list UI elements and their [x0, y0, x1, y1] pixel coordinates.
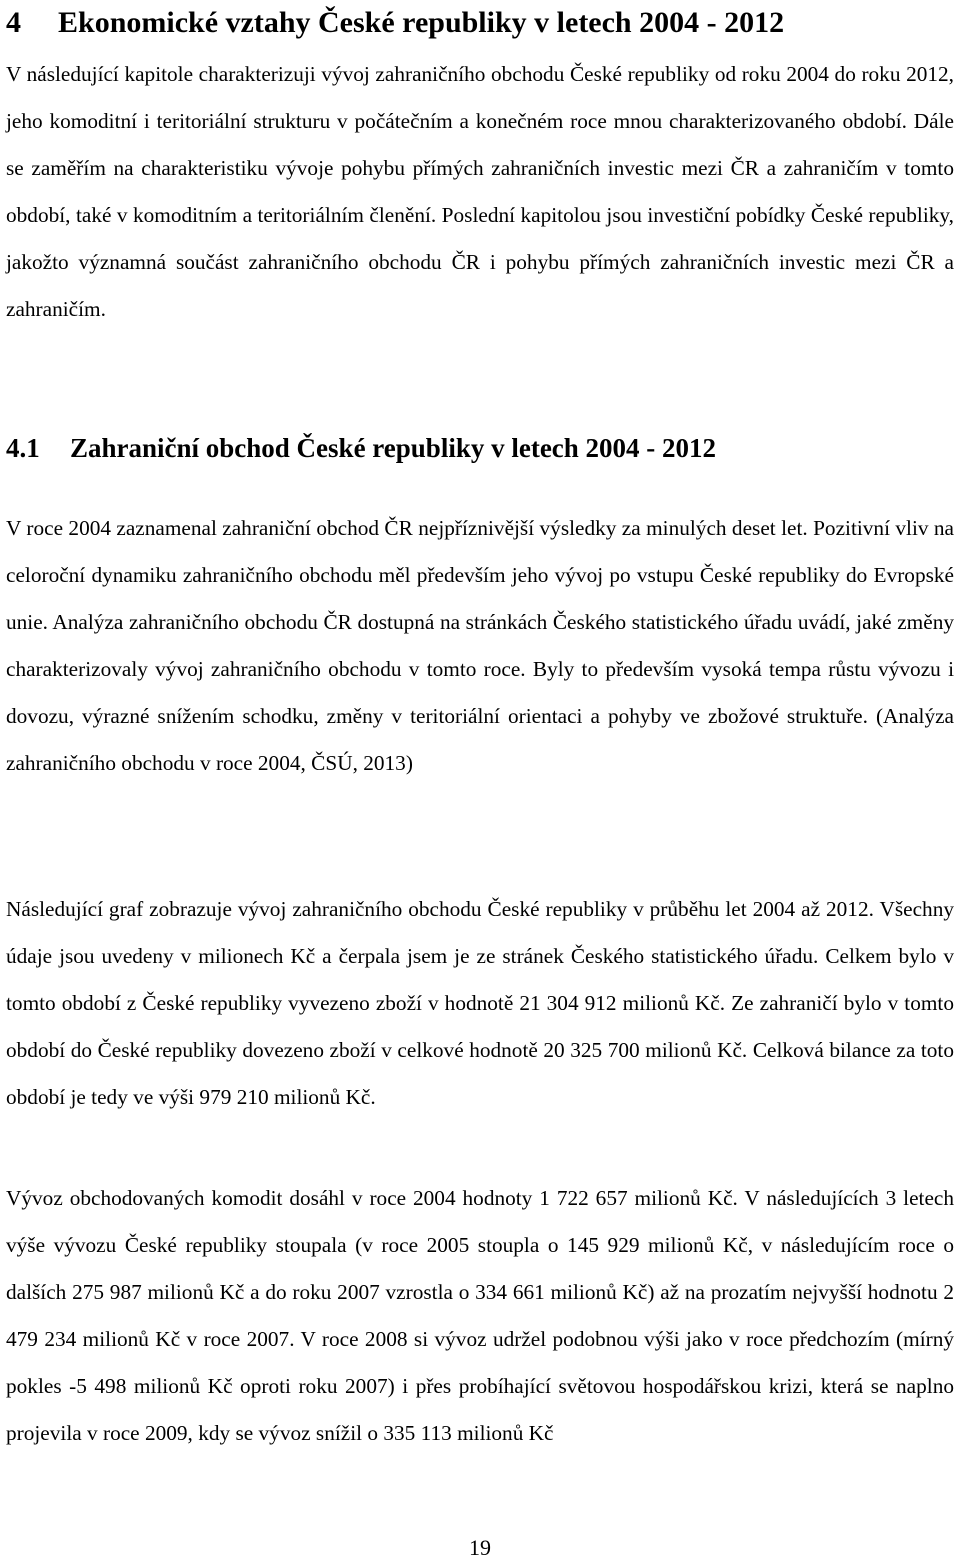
chapter-title: Ekonomické vztahy České republiky v letech 2004 - 2012: [58, 6, 785, 39]
section-number: 4.1: [6, 433, 40, 463]
chapter-number: 4: [6, 6, 21, 39]
page-number: 19: [469, 1535, 491, 1560]
intro-paragraph: V následující kapitole charakterizuji vývoj zahraničního obchodu České republiky od roku 2004 do roku 2012, jeho komoditní i teritoriální strukturu v počátečním a konečném roce mnou charakterizovaného období. Dále se zaměřím na charakteristiku vývoje pohybu přímých zahraničních investic mezi ČR a zahraničím v tomto období, také v komoditním a teritoriálním členění. Poslední kapitolou jsou investiční pobídky České republiky, jakožto významná součást zahraničního obchodu ČR i pohybu přímých zahraničních investic mezi ČR a zahraničím.: [6, 62, 954, 321]
section-title: Zahraniční obchod České republiky v letech 2004 - 2012: [70, 433, 717, 463]
chapter-heading: [6, 4, 784, 42]
section-heading: [6, 430, 716, 466]
body-paragraph-export: Vývoz obchodovaných komodit dosáhl v roce 2004 hodnoty 1 722 657 milionů Kč. V následujících 3 letech výše vývozu České republiky stoupala (v roce 2005 stoupla o 145 929 milionů Kč, v následujícím roce o dalších 275 987 milionů Kč a do roku 2007 vzrostla o 334 661 milionů Kč) až na prozatím nejvyšší hodnotu 2 479 234 milionů Kč v roce 2007. V roce 2008 si vývoz udržel podobnou výši jako v roce předchozím (mírný pokles -5 498 milionů Kč oproti roku 2007) i přes probíhající světovou hospodářskou krizi, která se naplno projevila v roce 2009, kdy se vývoz snížil o 335 113 milionů Kč: [6, 1186, 954, 1445]
body-paragraph-graph-intro: Následující graf zobrazuje vývoj zahraničního obchodu České republiky v průběhu let 2004 až 2012. Všechny údaje jsou uvedeny v milionech Kč a čerpala jsem je ze stránek Českého statistického úřadu. Celkem bylo v tomto období z České republiky vyvezeno zboží v hodnotě 21 304 912 milionů Kč. Ze zahraničí bylo v tomto období do České republiky dovezeno zboží v celkové hodnotě 20 325 700 milionů Kč. Celková bilance za toto období je tedy ve výši 979 210 milionů Kč.: [6, 897, 954, 1109]
body-paragraph-2004: V roce 2004 zaznamenal zahraniční obchod ČR nejpříznivější výsledky za minulých deset let. Pozitivní vliv na celoroční dynamiku zahraničního obchodu měl především jeho vývoj po vstupu České republiky do Evropské unie. Analýza zahraničního obchodu ČR dostupná na stránkách Českého statistického úřadu uvádí, jaké změny charakterizovaly vývoj zahraničního obchodu v tomto roce. Byly to především vysoká tempa růstu vývozu i dovozu, výrazné snížením schodku, změny v teritoriální orientaci a pohyby ve zbožové struktuře. (Analýza zahraničního obchodu v roce 2004, ČSÚ, 2013): [6, 516, 954, 775]
